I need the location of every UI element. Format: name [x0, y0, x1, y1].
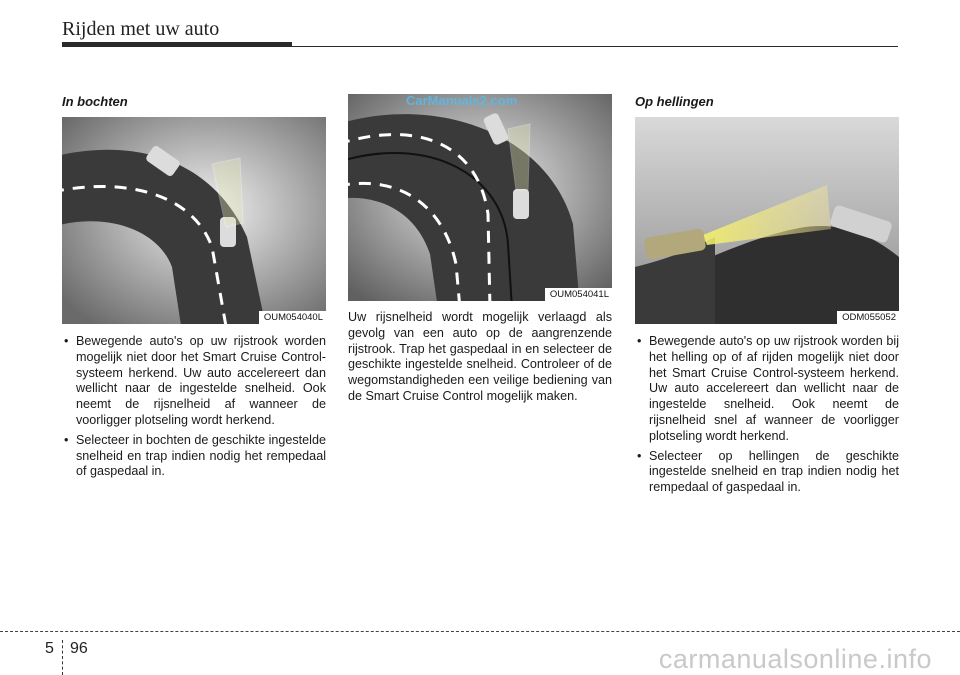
bullet-list-3 — [635, 334, 899, 496]
section-heading-bochten: In bochten — [62, 94, 128, 109]
text-column-2 — [348, 310, 612, 405]
text-column-1 — [62, 334, 326, 484]
bullet-item: • Selecteer op hellingen de geschikte ingestelde snelheid en trap indien nodig het rempedaal of gaspedaal in. — [635, 449, 899, 496]
bullet-item: • Bewegende auto's op uw rijstrook worden mogelijk niet door het Smart Cruise Control-systeem herkend. Uw auto accelereert dan wellicht naar de ingestelde snelheid. Ook neemt de rijsnelheid af wanneer de voorligger plotseling wordt herkend. — [62, 334, 326, 429]
figure-curve-illustration — [62, 117, 326, 324]
header-rule-thick — [62, 42, 292, 47]
header-rule-thin — [292, 46, 898, 47]
bullet-item: • Bewegende auto's op uw rijstrook worden bij het helling op of af rijden mogelijk niet door het Smart Cruise Control-systeem herkend. Uw auto accelereert dan wellicht naar de ingestelde snelheid. Ook neemt de rijsnelheid snel af wanneer de voorligger plotseling wordt herkend. — [635, 334, 899, 445]
text-column-3 — [635, 334, 899, 500]
curve-road-image — [62, 117, 326, 324]
footer-watermark: carmanualsonline.info — [658, 644, 932, 674]
adjacent-lane-road-image — [348, 94, 612, 301]
figure-code-1: OUM054040L — [259, 311, 326, 324]
slope-road-image — [635, 117, 899, 324]
figure-code-3: ODM055052 — [837, 311, 899, 324]
chapter-number: 5 — [45, 640, 54, 657]
paragraph-adjacent-lane: Uw rijsnelheid wordt mogelijk verlaagd als gevolg van een auto op de aangrenzende rijstrook. Trap het gaspedaal in en selecteer de geschikte ingestelde snelheid. Controleer of de wegomstandigheden een veilige bediening van de Smart Cruise Control mogelijk maken. — [348, 310, 612, 403]
figure-adjacent-lane-illustration — [348, 94, 612, 301]
page-number: 96 — [70, 640, 88, 657]
page-header-title: Rijden met uw auto — [62, 18, 220, 40]
bullet-list-1 — [62, 334, 326, 480]
footer-dashed-rule — [0, 631, 960, 632]
figure-slope-illustration — [635, 117, 899, 324]
figure-watermark: CarManuals2.com — [406, 93, 518, 108]
figure-code-2: OUM054041L — [545, 288, 612, 301]
bullet-item: • Selecteer in bochten de geschikte ingestelde snelheid en trap indien nodig het rempedaal of gaspedaal in. — [62, 433, 326, 480]
footer-dashed-divider — [62, 640, 63, 675]
section-heading-hellingen: Op hellingen — [635, 94, 714, 109]
